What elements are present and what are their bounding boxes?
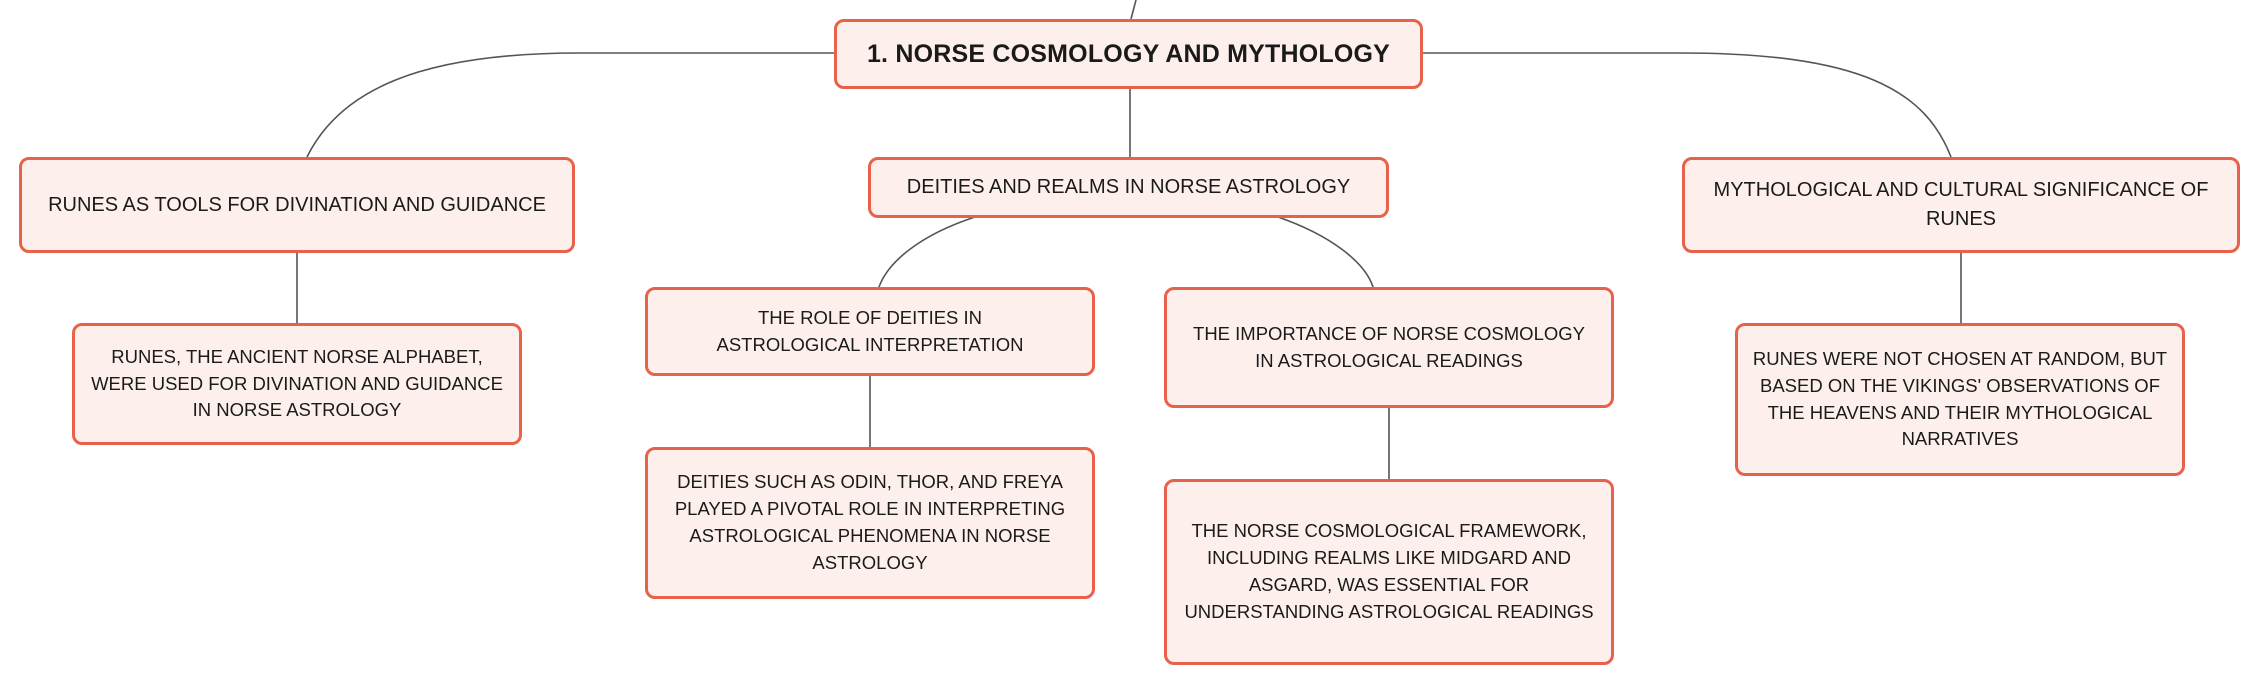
connector-root-significance — [1423, 53, 1951, 157]
subtopic-importance-of-cosmology-label: THE IMPORTANCE OF NORSE COSMOLOGY IN ASTROLOGICAL READINGS — [1193, 322, 1585, 371]
topic-runes-as-tools-label: RUNES AS TOOLS FOR DIVINATION AND GUIDANCE — [48, 193, 546, 216]
subtopic-role-of-deities-label: THE ROLE OF DEITIES IN ASTROLOGICAL INTERPRETATION — [716, 306, 1024, 355]
connector-deities-realms-role — [879, 217, 975, 287]
detail-odin-thor-freya-label: DEITIES SUCH AS ODIN, THOR, AND FREYA PLAYED A PIVOTAL ROLE IN INTERPRETING ASTROLOGICAL PHENOMENA IN NORSE ASTROLOGY — [674, 471, 1066, 573]
detail-cosmological-framework[interactable] — [1164, 479, 1614, 665]
subtopic-runes-ancient-alphabet[interactable] — [72, 323, 522, 445]
detail-cosmological-framework-label: THE NORSE COSMOLOGICAL FRAMEWORK, INCLUDING REALMS LIKE MIDGARD AND ASGARD, WAS ESSENTIAL FOR UNDERSTANDING ASTROLOGICAL READINGS — [1184, 520, 1594, 622]
topic-runes-as-tools[interactable] — [19, 157, 575, 253]
topic-deities-and-realms[interactable] — [868, 157, 1389, 218]
root-topic[interactable] — [834, 19, 1423, 89]
connector-root-runes-tools — [307, 53, 834, 157]
connector-deities-realms-importance — [1278, 217, 1373, 287]
detail-odin-thor-freya[interactable] — [645, 447, 1095, 599]
topic-deities-and-realms-label: DEITIES AND REALMS IN NORSE ASTROLOGY — [906, 176, 1351, 198]
subtopic-runes-ancient-alphabet-label: RUNES, THE ANCIENT NORSE ALPHABET, WERE USED FOR DIVINATION AND GUIDANCE IN NORSE ASTROLOGY — [91, 345, 503, 421]
connector-root-parent — [1131, 0, 1136, 19]
topic-mythological-significance[interactable] — [1682, 157, 2240, 253]
subtopic-vikings-observations[interactable] — [1735, 323, 2185, 476]
root-topic-label: 1. NORSE COSMOLOGY AND MYTHOLOGY — [866, 39, 1391, 68]
subtopic-importance-of-cosmology[interactable] — [1164, 287, 1614, 408]
subtopic-role-of-deities[interactable] — [645, 287, 1095, 376]
topic-mythological-significance-label: MYTHOLOGICAL AND CULTURAL SIGNIFICANCE OF RUNES — [1713, 179, 2209, 230]
subtopic-vikings-observations-label: RUNES WERE NOT CHOSEN AT RANDOM, BUT BASED ON THE VIKINGS' OBSERVATIONS OF THE HEAVENS AND THEIR MYTHOLOGICAL NARRATIVES — [1752, 347, 2168, 450]
